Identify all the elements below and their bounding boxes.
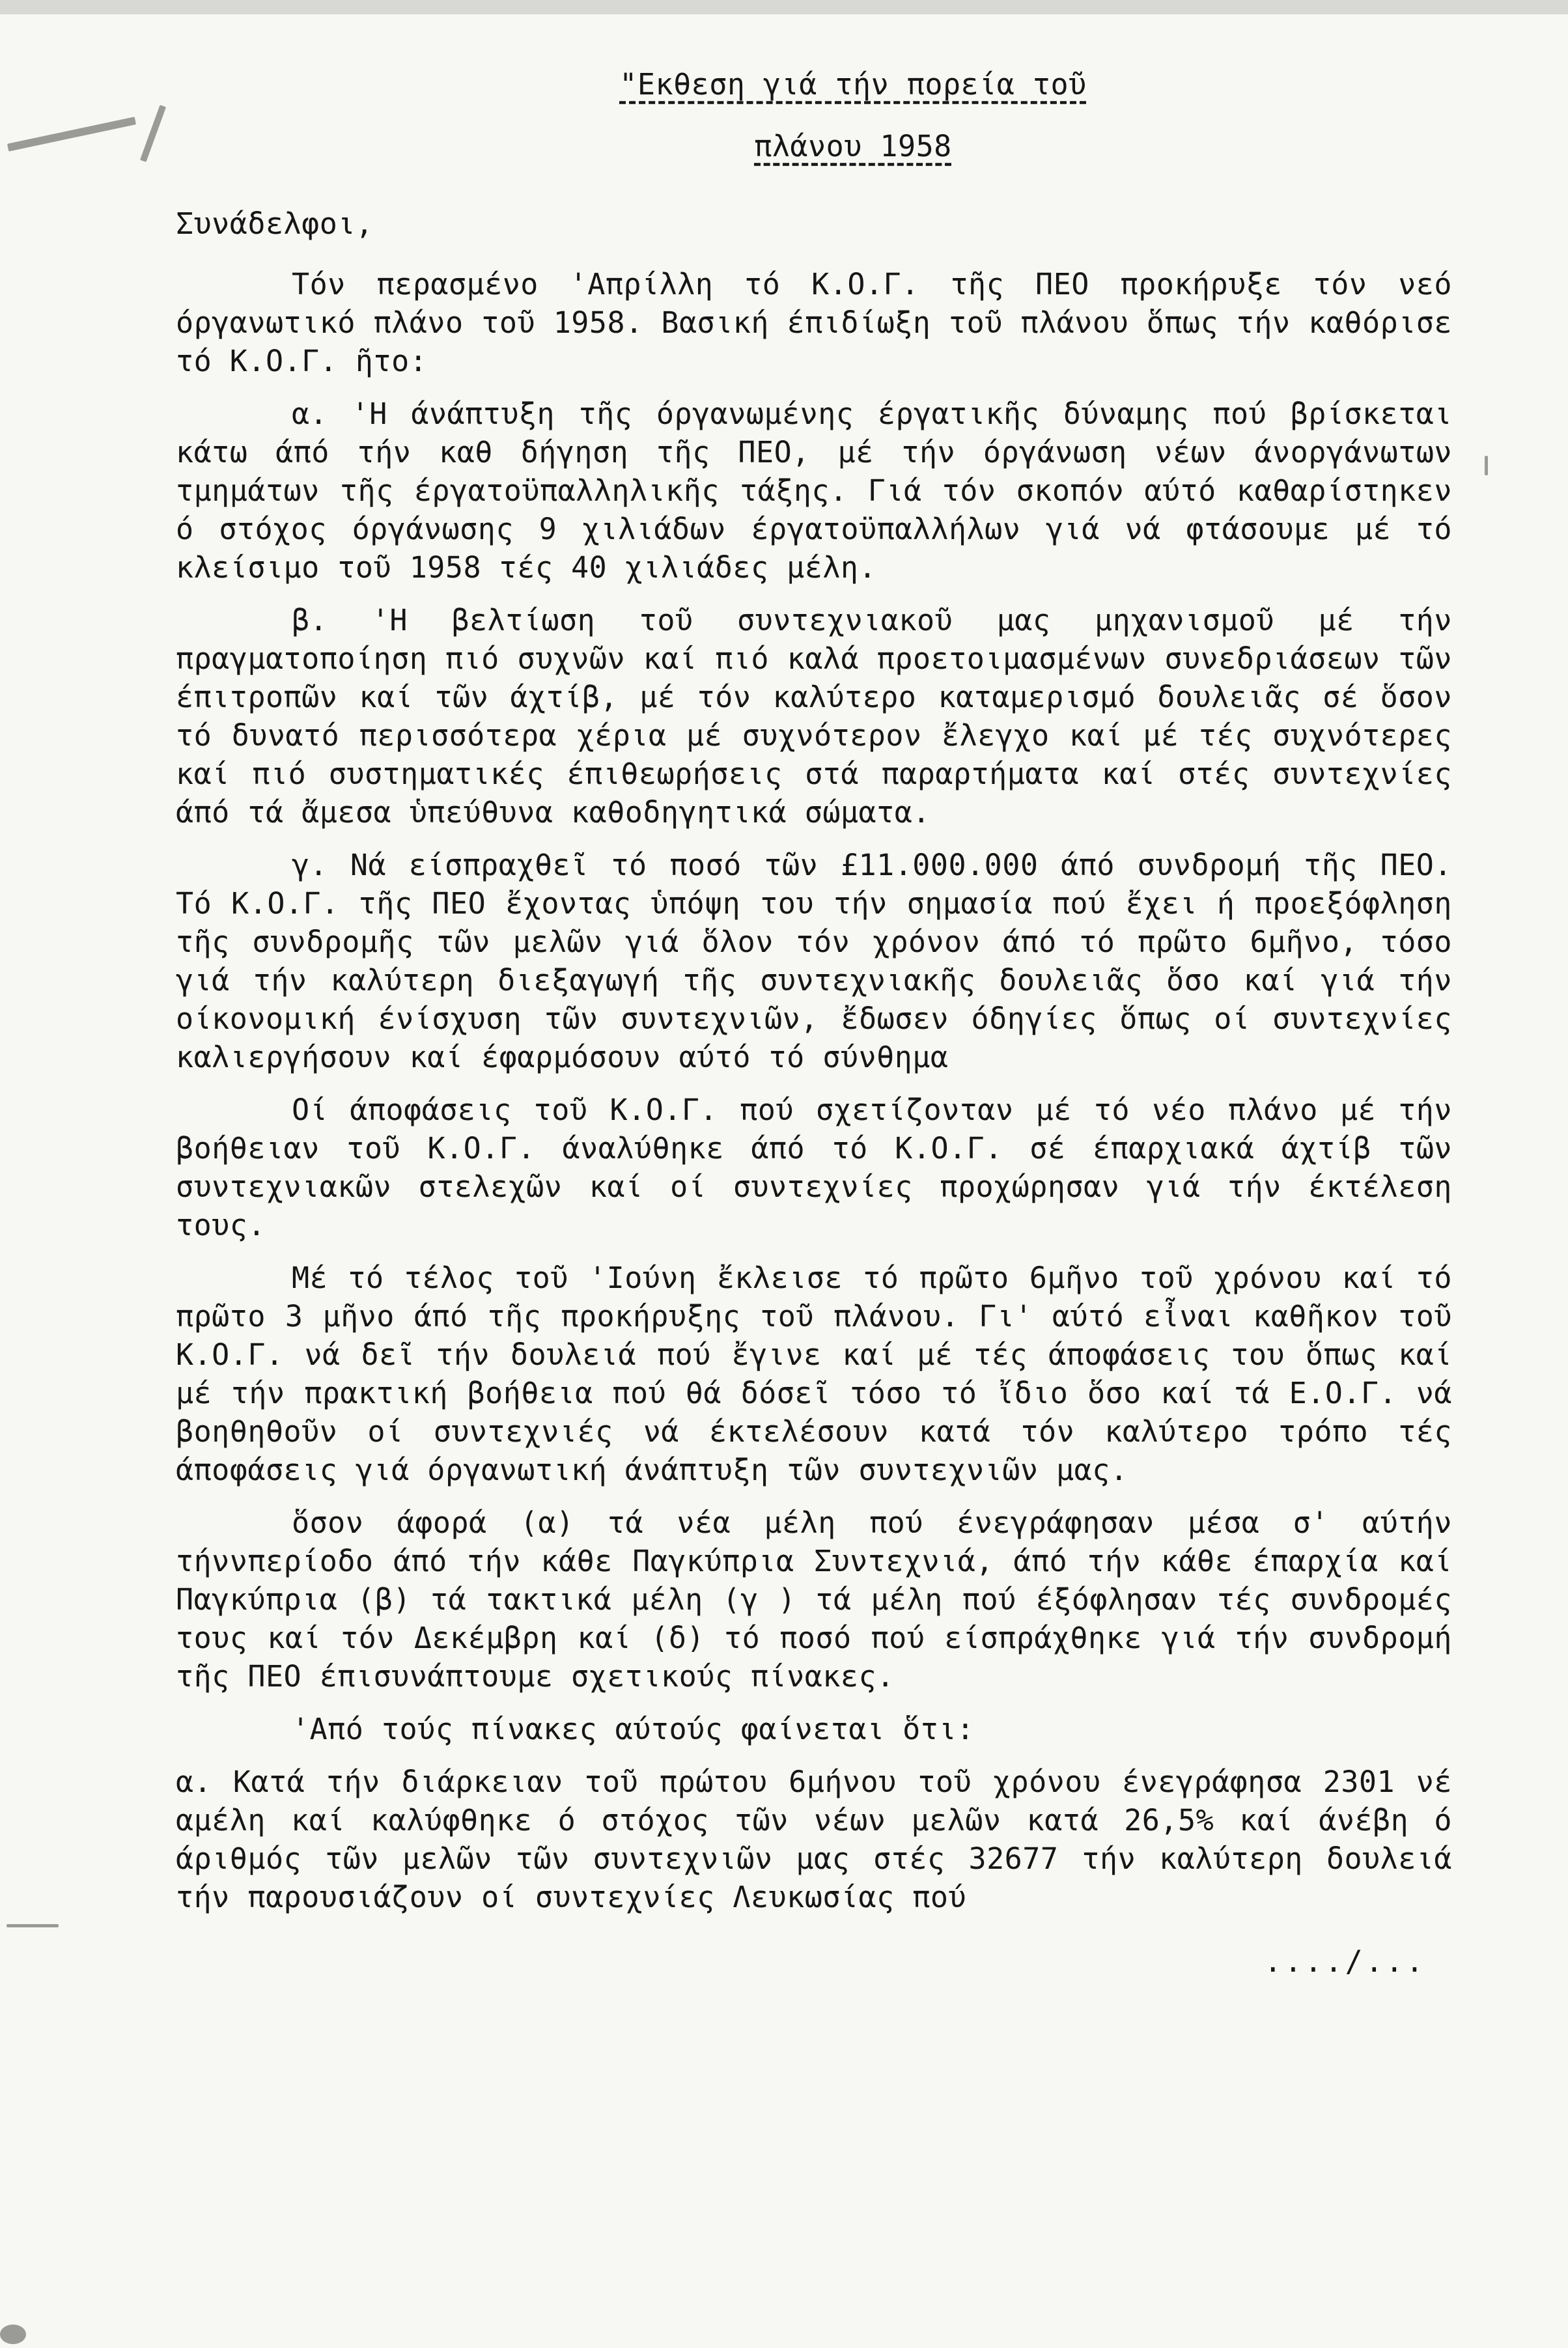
paragraph-finding-a: α. Κατά τήν διάρκειαν τοῦ πρώτου 6μήνου τοῦ χρόνου ένεγράφησα 2301 νέ αμέλη καί καλύφθηκε ό στόχος τῶν νέων μελῶν κατά 26,5% καί άνέβη ό άριθμός τῶν μελῶν τῶν συντεχνιῶν μας στές 32677 τήν καλύτερη δουλειά τήν παρουσιάζουν οί συντεχνίες Λευκωσίας πού	[176, 1765, 1452, 1914]
page-continuation-marker: ..../...	[1264, 1944, 1426, 1979]
paragraph-goal-b: β. 'Η βελτίωση τοῦ συντεχνιακοῦ μας μηχανισμοῦ μέ τήν πραγματοποίηση πιό συχνῶν καί πιό καλά προετοιμασμένων συνεδριάσεων τῶν έπιτροπῶν καί τῶν άχτίβ, μέ τόν καλύτερο καταμερισμό δουλειᾶς σέ ὅσον τό δυνατό περισσότερα χέρια μέ συχνότερον ἔλεγχο καί μέ τές συχνότερες καί πιό συστηματικές έπιθεωρήσεις στά παραρτήματα καί στές συντεχνίες άπό τά ἄμεσα ὑπεύθυνα καθοδηγητικά σώματα.	[176, 603, 1452, 830]
greeting: Συνάδελφοι,	[176, 206, 374, 241]
document-title-line-2: πλάνου 1958	[754, 129, 952, 163]
margin-mark	[0, 2325, 26, 2344]
margin-mark	[140, 105, 166, 162]
document-body	[176, 65, 1452, 1981]
paragraph-goal-a: α. 'Η άνάπτυξη τῆς όργανωμένης έργατικῆς δύναμης πού βρίσκεται κάτω άπό τήν καθ δήγηση τῆς ΠΕΟ, μέ τήν όργάνωση νέων άνοργάνωτων τμημάτων τῆς έργατοϋπαλληλικῆς τάξης. Γιά τόν σκοπόν αύτό καθαρίστηκεν ό στόχος όργάνωσης 9 χιλιάδων έργατοϋπαλλήλων γιά νά φτάσουμε μέ τό κλείσιμο τοῦ 1958 τές 40 χιλιάδες μέλη.	[176, 397, 1452, 585]
paragraph-attached-tables: ὅσον άφορά (α) τά νέα μέλη πού ένεγράφησαν μέσα σ' αύτήν τήννπερίοδο άπό τήν κάθε Παγκύπρια Συντεχνιά, άπό τήν κάθε έπαρχία καί Παγκύπρια (β) τά τακτικά μέλη (γ ) τά μέλη πού έξόφλησαν τές συνδρομές τους καί τόν Δεκέμβρη καί (δ) τό ποσό πού είσπράχθηκε γιά τήν συνδρομή τῆς ΠΕΟ έπισυνάπτουμε σχετικούς πίνακες.	[176, 1505, 1452, 1694]
document-title-line-1: "Εκθεση γιά τήν πορεία τοῦ	[619, 67, 1087, 102]
paragraph-tables-show: 'Από τούς πίνακες αύτούς φαίνεται ὅτι:	[292, 1712, 975, 1746]
paragraph-goal-c: γ. Νά είσπραχθεῖ τό ποσό τῶν £11.000.000 άπό συνδρομή τῆς ΠΕΟ. Τό Κ.Ο.Γ. τῆς ΠΕΟ ἔχοντας ὑπόψη του τήν σημασία πού ἔχει ή προεξόφληση τῆς συνδρομῆς τῶν μελῶν γιά ὅλον τόν χρόνον άπό τό πρῶτο 6μῆνο, τόσο γιά τήν καλύτερη διεξαγωγή τῆς συντεχνιακῆς δουλειᾶς ὅσο καί γιά τήν οίκονομική ένίσχυση τῶν συντεχνιῶν, ἔδωσεν όδηγίες ὅπως οί συντεχνίες καλιεργήσουν καί έφαρμόσουν αύτό τό σύνθημα	[176, 848, 1452, 1074]
paragraph-six-month-review: Μέ τό τέλος τοῦ 'Ιούνη ἔκλεισε τό πρῶτο 6μῆνο τοῦ χρόνου καί τό πρῶτο 3 μῆνο άπό τῆς προκήρυξης τοῦ πλάνου. Γι' αύτό εἶναι καθῆκον τοῦ Κ.Ο.Γ. νά δεῖ τήν δουλειά πού ἔγινε καί μέ τές άποφάσεις του ὅπως καί μέ τήν πρακτική βοήθεια πού θά δόσεῖ τόσο τό ἴδιο ὅσο καί τά Ε.Ο.Γ. νά βοηθηθοῦν οί συντεχνιές νά έκτελέσουν κατά τόν καλύτερο τρόπο τές άποφάσεις γιά όργανωτική άνάπτυξη τῶν συντεχνιῶν μας.	[176, 1261, 1452, 1487]
margin-mark	[7, 117, 136, 151]
paragraph-intro: Τόν περασμένο 'Απρίλλη τό Κ.Ο.Γ. τῆς ΠΕΟ προκήρυξε τόν νεό όργανωτικό πλάνο τοῦ 1958. Βασική έπιδίωξη τοῦ πλάνου ὅπως τήν καθόρισε τό Κ.Ο.Γ. ῆτο:	[176, 267, 1452, 378]
paragraph-decisions: Οί άποφάσεις τοῦ Κ.Ο.Γ. πού σχετίζονταν μέ τό νέο πλάνο μέ τήν βοήθειαν τοῦ Κ.Ο.Γ. άναλύθηκε άπό τό Κ.Ο.Γ. σέ έπαρχιακά άχτίβ τῶν συντεχνιακῶν στελεχῶν καί οί συντεχνίες προχώρησαν γιά τήν έκτέλεση τους.	[176, 1093, 1452, 1242]
scan-top-edge	[0, 0, 1568, 14]
margin-mark	[7, 1924, 59, 1927]
margin-mark	[1485, 456, 1488, 475]
